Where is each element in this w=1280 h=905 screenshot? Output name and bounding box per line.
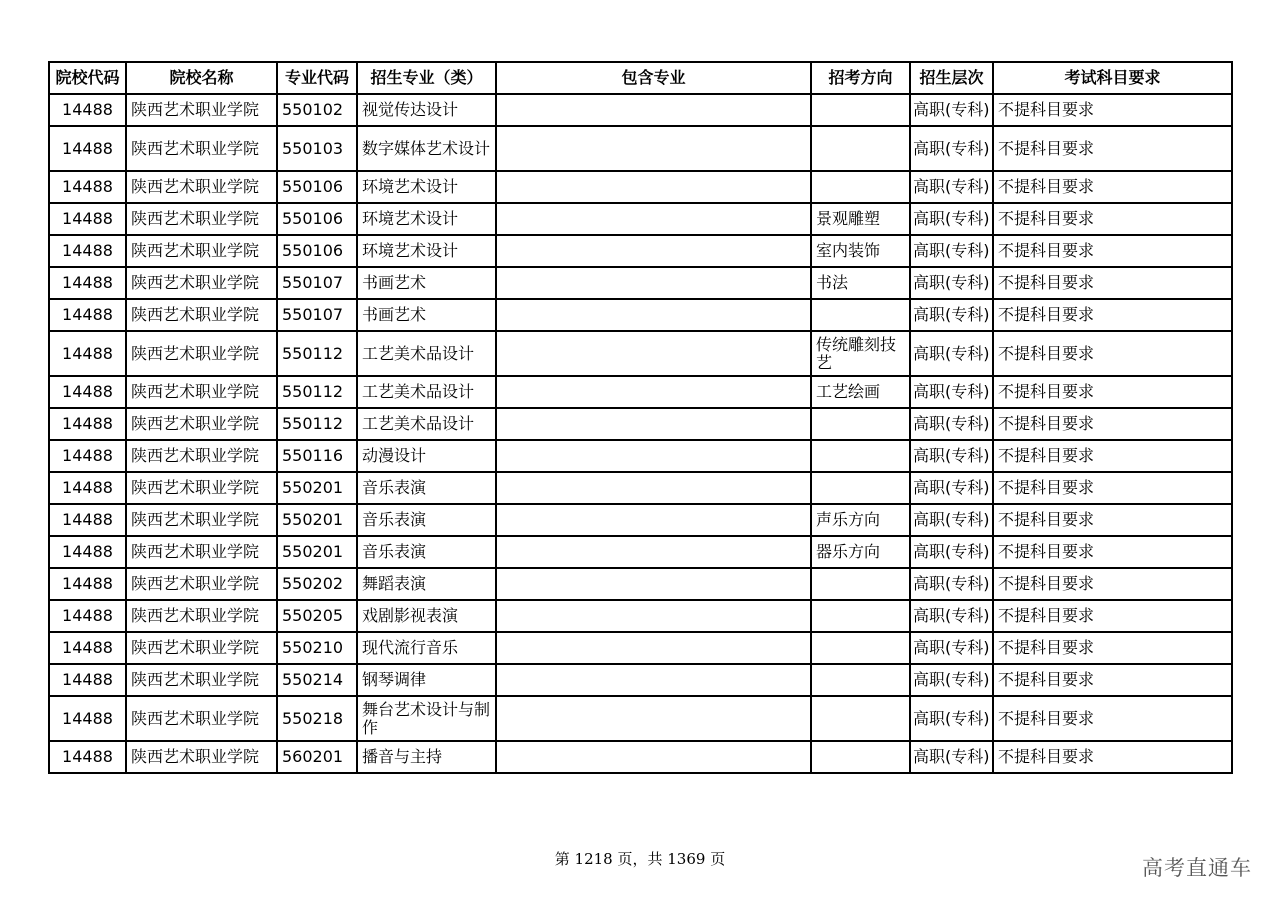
table-row: [49, 696, 1232, 741]
included-majors-cell: [496, 696, 811, 741]
school-name-cell: 陕西艺术职业学院: [126, 632, 277, 664]
school-code-cell: 14488: [49, 664, 126, 696]
included-majors-cell: [496, 267, 811, 299]
level-cell: 高职(专科): [910, 376, 993, 408]
major-code-cell: 550103: [277, 126, 357, 171]
school-code-cell: 14488: [49, 741, 126, 773]
school-name-cell: 陕西艺术职业学院: [126, 126, 277, 171]
school-name-cell: 陕西艺术职业学院: [126, 267, 277, 299]
table-body: [49, 94, 1232, 773]
school-code-cell: 14488: [49, 504, 126, 536]
level-cell: 高职(专科): [910, 664, 993, 696]
school-name-cell: 陕西艺术职业学院: [126, 376, 277, 408]
subject-req-cell: 不提科目要求: [993, 267, 1232, 299]
table-row: [49, 504, 1232, 536]
level-cell: 高职(专科): [910, 472, 993, 504]
included-majors-cell: [496, 568, 811, 600]
header-included-majors: 包含专业: [496, 62, 811, 94]
major-code-cell: 550106: [277, 203, 357, 235]
included-majors-cell: [496, 376, 811, 408]
school-name-cell: 陕西艺术职业学院: [126, 696, 277, 741]
table-row: [49, 235, 1232, 267]
table-header-row: [49, 62, 1232, 94]
school-name-cell: 陕西艺术职业学院: [126, 203, 277, 235]
major-code-cell: 550210: [277, 632, 357, 664]
header-major-code: 专业代码: [277, 62, 357, 94]
header-school-name: 院校名称: [126, 62, 277, 94]
included-majors-cell: [496, 235, 811, 267]
subject-req-cell: 不提科目要求: [993, 504, 1232, 536]
major-code-cell: 550201: [277, 536, 357, 568]
major-cell: 环境艺术设计: [357, 171, 496, 203]
header-subject-req: 考试科目要求: [993, 62, 1232, 94]
subject-req-cell: 不提科目要求: [993, 632, 1232, 664]
direction-cell: [811, 632, 910, 664]
major-code-cell: 560201: [277, 741, 357, 773]
subject-req-cell: 不提科目要求: [993, 203, 1232, 235]
direction-cell: 传统雕刻技艺: [811, 331, 910, 376]
major-code-cell: 550112: [277, 376, 357, 408]
level-cell: 高职(专科): [910, 440, 993, 472]
major-code-cell: 550112: [277, 331, 357, 376]
table-row: [49, 408, 1232, 440]
direction-cell: [811, 171, 910, 203]
major-cell: 书画艺术: [357, 299, 496, 331]
school-code-cell: 14488: [49, 126, 126, 171]
major-cell: 现代流行音乐: [357, 632, 496, 664]
school-name-cell: 陕西艺术职业学院: [126, 741, 277, 773]
included-majors-cell: [496, 632, 811, 664]
school-name-cell: 陕西艺术职业学院: [126, 568, 277, 600]
school-code-cell: 14488: [49, 331, 126, 376]
major-cell: 播音与主持: [357, 741, 496, 773]
direction-cell: 景观雕塑: [811, 203, 910, 235]
level-cell: 高职(专科): [910, 171, 993, 203]
direction-cell: 器乐方向: [811, 536, 910, 568]
subject-req-cell: 不提科目要求: [993, 600, 1232, 632]
table-row: [49, 331, 1232, 376]
school-code-cell: 14488: [49, 376, 126, 408]
school-code-cell: 14488: [49, 632, 126, 664]
major-cell: 音乐表演: [357, 472, 496, 504]
direction-cell: [811, 696, 910, 741]
major-code-cell: 550201: [277, 504, 357, 536]
school-name-cell: 陕西艺术职业学院: [126, 472, 277, 504]
header-major: 招生专业（类）: [357, 62, 496, 94]
admissions-table: [48, 61, 1233, 774]
major-cell: 书画艺术: [357, 267, 496, 299]
table-row: [49, 376, 1232, 408]
major-code-cell: 550214: [277, 664, 357, 696]
included-majors-cell: [496, 536, 811, 568]
major-cell: 音乐表演: [357, 504, 496, 536]
school-name-cell: 陕西艺术职业学院: [126, 171, 277, 203]
subject-req-cell: 不提科目要求: [993, 741, 1232, 773]
level-cell: 高职(专科): [910, 267, 993, 299]
major-code-cell: 550205: [277, 600, 357, 632]
major-cell: 动漫设计: [357, 440, 496, 472]
school-name-cell: 陕西艺术职业学院: [126, 504, 277, 536]
school-code-cell: 14488: [49, 94, 126, 126]
major-cell: 工艺美术品设计: [357, 408, 496, 440]
major-code-cell: 550107: [277, 299, 357, 331]
direction-cell: [811, 472, 910, 504]
major-cell: 环境艺术设计: [357, 235, 496, 267]
included-majors-cell: [496, 203, 811, 235]
table-row: [49, 600, 1232, 632]
direction-cell: 声乐方向: [811, 504, 910, 536]
direction-cell: [811, 440, 910, 472]
subject-req-cell: 不提科目要求: [993, 568, 1232, 600]
direction-cell: [811, 408, 910, 440]
subject-req-cell: 不提科目要求: [993, 472, 1232, 504]
level-cell: 高职(专科): [910, 632, 993, 664]
major-cell: 舞台艺术设计与制作: [357, 696, 496, 741]
table-row: [49, 267, 1232, 299]
school-code-cell: 14488: [49, 299, 126, 331]
school-code-cell: 14488: [49, 203, 126, 235]
school-code-cell: 14488: [49, 408, 126, 440]
major-code-cell: 550116: [277, 440, 357, 472]
table-row: [49, 632, 1232, 664]
school-name-cell: 陕西艺术职业学院: [126, 331, 277, 376]
included-majors-cell: [496, 126, 811, 171]
level-cell: 高职(专科): [910, 94, 993, 126]
subject-req-cell: 不提科目要求: [993, 331, 1232, 376]
table-row: [49, 472, 1232, 504]
school-code-cell: 14488: [49, 568, 126, 600]
level-cell: 高职(专科): [910, 126, 993, 171]
included-majors-cell: [496, 94, 811, 126]
major-cell: 音乐表演: [357, 536, 496, 568]
level-cell: 高职(专科): [910, 235, 993, 267]
direction-cell: [811, 600, 910, 632]
school-code-cell: 14488: [49, 696, 126, 741]
subject-req-cell: 不提科目要求: [993, 376, 1232, 408]
major-cell: 环境艺术设计: [357, 203, 496, 235]
included-majors-cell: [496, 299, 811, 331]
direction-cell: 书法: [811, 267, 910, 299]
direction-cell: [811, 126, 910, 171]
subject-req-cell: 不提科目要求: [993, 171, 1232, 203]
school-name-cell: 陕西艺术职业学院: [126, 408, 277, 440]
header-school-code: 院校代码: [49, 62, 126, 94]
direction-cell: [811, 299, 910, 331]
table-row: [49, 440, 1232, 472]
major-code-cell: 550201: [277, 472, 357, 504]
major-cell: 钢琴调律: [357, 664, 496, 696]
subject-req-cell: 不提科目要求: [993, 440, 1232, 472]
major-cell: 戏剧影视表演: [357, 600, 496, 632]
direction-cell: [811, 568, 910, 600]
included-majors-cell: [496, 331, 811, 376]
level-cell: 高职(专科): [910, 331, 993, 376]
page-number: 第 1218 页，共 1369 页: [554, 850, 726, 868]
major-cell: 视觉传达设计: [357, 94, 496, 126]
major-cell: 工艺美术品设计: [357, 376, 496, 408]
included-majors-cell: [496, 664, 811, 696]
school-name-cell: 陕西艺术职业学院: [126, 440, 277, 472]
major-code-cell: 550106: [277, 171, 357, 203]
direction-cell: [811, 664, 910, 696]
table-row: [49, 536, 1232, 568]
major-code-cell: 550112: [277, 408, 357, 440]
school-name-cell: 陕西艺术职业学院: [126, 94, 277, 126]
school-name-cell: 陕西艺术职业学院: [126, 235, 277, 267]
included-majors-cell: [496, 472, 811, 504]
major-cell: 舞蹈表演: [357, 568, 496, 600]
table-row: [49, 126, 1232, 171]
level-cell: 高职(专科): [910, 408, 993, 440]
subject-req-cell: 不提科目要求: [993, 126, 1232, 171]
included-majors-cell: [496, 504, 811, 536]
major-cell: 工艺美术品设计: [357, 331, 496, 376]
level-cell: 高职(专科): [910, 504, 993, 536]
level-cell: 高职(专科): [910, 536, 993, 568]
school-name-cell: 陕西艺术职业学院: [126, 600, 277, 632]
included-majors-cell: [496, 600, 811, 632]
included-majors-cell: [496, 440, 811, 472]
direction-cell: [811, 741, 910, 773]
table-row: [49, 568, 1232, 600]
major-cell: 数字媒体艺术设计: [357, 126, 496, 171]
school-code-cell: 14488: [49, 600, 126, 632]
level-cell: 高职(专科): [910, 741, 993, 773]
major-code-cell: 550102: [277, 94, 357, 126]
major-code-cell: 550202: [277, 568, 357, 600]
school-code-cell: 14488: [49, 267, 126, 299]
subject-req-cell: 不提科目要求: [993, 408, 1232, 440]
level-cell: 高职(专科): [910, 299, 993, 331]
table-row: [49, 299, 1232, 331]
table-row: [49, 171, 1232, 203]
included-majors-cell: [496, 741, 811, 773]
major-code-cell: 550218: [277, 696, 357, 741]
subject-req-cell: 不提科目要求: [993, 235, 1232, 267]
school-code-cell: 14488: [49, 472, 126, 504]
school-code-cell: 14488: [49, 235, 126, 267]
header-level: 招生层次: [910, 62, 993, 94]
subject-req-cell: 不提科目要求: [993, 299, 1232, 331]
school-code-cell: 14488: [49, 536, 126, 568]
major-code-cell: 550106: [277, 235, 357, 267]
table-row: [49, 741, 1232, 773]
direction-cell: 工艺绘画: [811, 376, 910, 408]
header-direction: 招考方向: [811, 62, 910, 94]
school-code-cell: 14488: [49, 440, 126, 472]
table-row: [49, 94, 1232, 126]
subject-req-cell: 不提科目要求: [993, 664, 1232, 696]
subject-req-cell: 不提科目要求: [993, 696, 1232, 741]
level-cell: 高职(专科): [910, 568, 993, 600]
school-name-cell: 陕西艺术职业学院: [126, 299, 277, 331]
subject-req-cell: 不提科目要求: [993, 94, 1232, 126]
school-code-cell: 14488: [49, 171, 126, 203]
subject-req-cell: 不提科目要求: [993, 536, 1232, 568]
table-row: [49, 664, 1232, 696]
major-code-cell: 550107: [277, 267, 357, 299]
level-cell: 高职(专科): [910, 203, 993, 235]
table-row: [49, 203, 1232, 235]
direction-cell: [811, 94, 910, 126]
school-name-cell: 陕西艺术职业学院: [126, 536, 277, 568]
school-name-cell: 陕西艺术职业学院: [126, 664, 277, 696]
watermark-logo: 高考直通车: [1142, 856, 1252, 880]
level-cell: 高职(专科): [910, 600, 993, 632]
included-majors-cell: [496, 408, 811, 440]
included-majors-cell: [496, 171, 811, 203]
direction-cell: 室内装饰: [811, 235, 910, 267]
level-cell: 高职(专科): [910, 696, 993, 741]
